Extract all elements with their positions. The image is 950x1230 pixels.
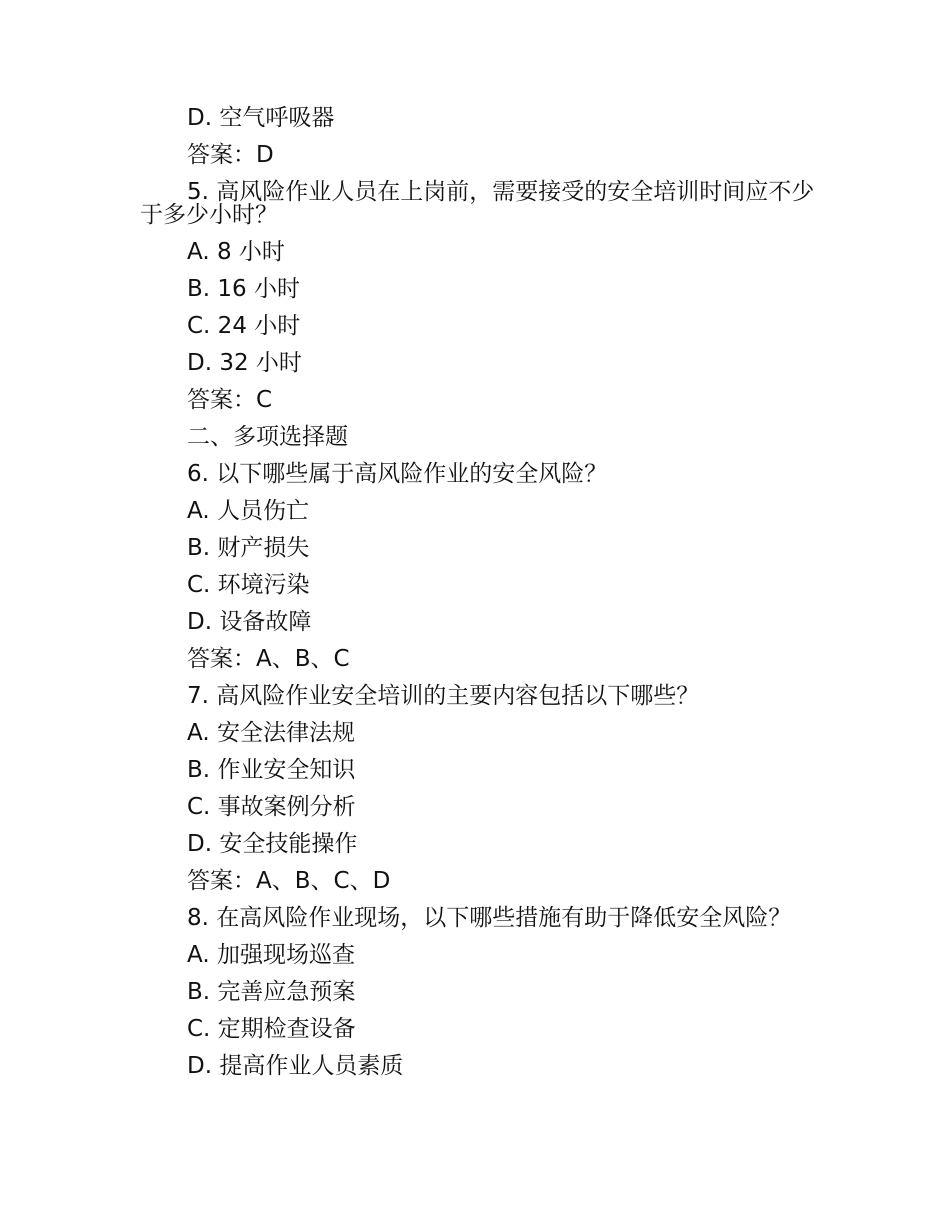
question-6: 6. 以下哪些属于高风险作业的安全风险？ bbox=[187, 461, 608, 487]
option-b-q6: B. 财产损失 bbox=[187, 535, 310, 561]
answer-q7: 答案：A、B、C、D bbox=[187, 868, 391, 894]
document-body bbox=[140, 100, 820, 1085]
answer-q6: 答案：A、B、C bbox=[187, 646, 350, 672]
answer-q4: 答案：D bbox=[187, 142, 274, 168]
option-b-q5: B. 16 小时 bbox=[187, 276, 300, 302]
option-b-q7: B. 作业安全知识 bbox=[187, 757, 356, 783]
option-d-q4: D. 空气呼吸器 bbox=[187, 105, 335, 131]
option-d-q7: D. 安全技能操作 bbox=[187, 831, 358, 857]
option-c-q6: C. 环境污染 bbox=[187, 572, 310, 598]
option-a-q8: A. 加强现场巡查 bbox=[187, 942, 355, 968]
option-d-q8: D. 提高作业人员素质 bbox=[187, 1053, 404, 1079]
option-d-q6: D. 设备故障 bbox=[187, 609, 312, 635]
option-a-q6: A. 人员伤亡 bbox=[187, 498, 309, 524]
answer-q5: 答案：C bbox=[187, 387, 273, 413]
question-7: 7. 高风险作业安全培训的主要内容包括以下哪些？ bbox=[187, 683, 700, 709]
section-heading-multiple-choice: 二、多项选择题 bbox=[187, 424, 348, 450]
question-8: 8. 在高风险作业现场，以下哪些措施有助于降低安全风险？ bbox=[187, 905, 792, 931]
option-a-q7: A. 安全法律法规 bbox=[187, 720, 355, 746]
option-c-q8: C. 定期检查设备 bbox=[187, 1016, 356, 1042]
option-d-q5: D. 32 小时 bbox=[187, 350, 302, 376]
option-b-q8: B. 完善应急预案 bbox=[187, 979, 356, 1005]
option-a-q5: A. 8 小时 bbox=[187, 239, 285, 265]
option-c-q5: C. 24 小时 bbox=[187, 313, 301, 339]
option-c-q7: C. 事故案例分析 bbox=[187, 794, 356, 820]
question-5: 5. 高风险作业人员在上岗前，需要接受的安全培训时间应不少于多少小时？ bbox=[140, 179, 815, 228]
